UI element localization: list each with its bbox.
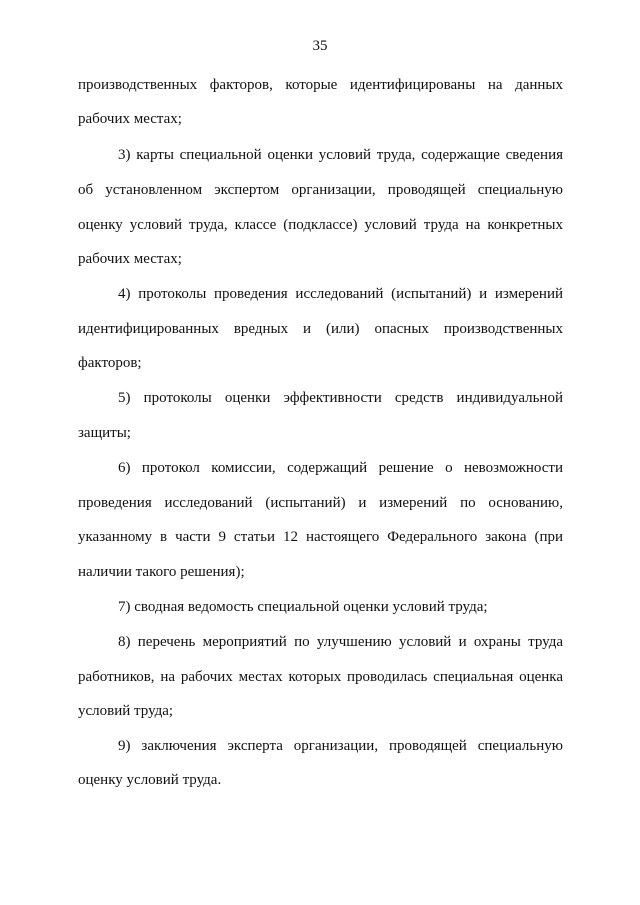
text-line: наличии такого решения); bbox=[78, 564, 245, 580]
text-line: 4) протоколы проведения исследований (испытаний) и измерений bbox=[118, 286, 563, 302]
text-line: работников, на рабочих местах которых проводилась специальная оценка bbox=[78, 669, 563, 685]
text-line: 6) протокол комиссии, содержащий решение о невозможности bbox=[118, 460, 563, 476]
text-line: условий труда; bbox=[78, 703, 174, 719]
text-line: проведения исследований (испытаний) и измерений по основанию, bbox=[78, 495, 563, 511]
text-line: защиты; bbox=[78, 425, 131, 441]
text-line: оценку условий труда. bbox=[78, 772, 222, 788]
text-line: производственных факторов, которые идентифицированы на данных bbox=[78, 77, 563, 93]
text-line: указанному в части 9 статьи 12 настоящего Федерального закона (при bbox=[78, 529, 563, 545]
text-line: 7) сводная ведомость специальной оценки условий труда; bbox=[118, 599, 488, 615]
text-line: идентифицированных вредных и (или) опасных производственных bbox=[78, 321, 563, 337]
text-line: рабочих местах; bbox=[78, 251, 182, 267]
text-line: 5) протоколы оценки эффективности средств индивидуальной bbox=[118, 390, 563, 406]
text-line: факторов; bbox=[78, 355, 142, 371]
text-line: 8) перечень мероприятий по улучшению условий и охраны труда bbox=[118, 634, 563, 650]
text-line: рабочих местах; bbox=[78, 111, 182, 127]
text-line: 9) заключения эксперта организации, проводящей специальную bbox=[118, 738, 563, 754]
text-line: 3) карты специальной оценки условий труда, содержащие сведения bbox=[118, 147, 563, 163]
text-line: оценку условий труда, классе (подклассе) условий труда на конкретных bbox=[78, 217, 563, 233]
text-line: об установленном экспертом организации, проводящей специальную bbox=[78, 182, 563, 198]
page-number: 35 bbox=[312, 38, 328, 54]
